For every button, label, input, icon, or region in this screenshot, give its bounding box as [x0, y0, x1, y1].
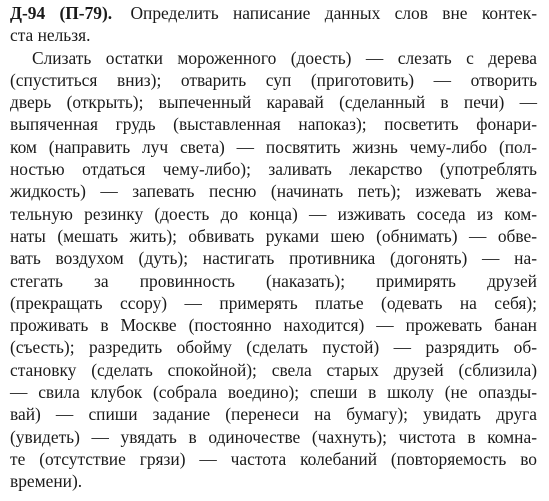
body-line-4: выпяченная грудь (выставленная напоказ); посветить фонари- — [10, 114, 537, 135]
body-line-13: проживать в Москве (постоянно находится) — прожевать банан — [10, 315, 537, 336]
body-line-3: дверь (открыть); выпеченный каравай (сделанный в печи) — — [10, 92, 537, 113]
body-line-9: наты (мешать жить); обвивать руками шею (обнимать) — обве- — [10, 225, 537, 246]
body-line-18: (увидеть) — увядать в одиночестве (чахнуть); чистота в комна- — [10, 426, 537, 447]
body-line-11: стегать за провинность (наказать); примирять друзей — [10, 270, 537, 291]
body-line-16: — свила клубок (собрала воедино); спеши в школу (не опазды- — [10, 382, 537, 403]
body-line-17: вай) — спиши задание (перенеси на бумагу); увидать друга — [10, 404, 537, 425]
body-line-6: ностью отдаться чему-либо); заливать лекарство (употреблять — [10, 159, 537, 180]
body-line-8: тельную резинку (доесть до конца) — изживать соседа из ком- — [10, 203, 537, 224]
body-line-10: вать воздухом (дуть); настигать противника (догонять) — на- — [10, 248, 537, 269]
body-line-12: (прекращать ссору) — примерять платье (одевать на себя); — [10, 292, 537, 313]
body-line-5: ком (направить луч света) — посвятить жизнь чему-либо (пол- — [10, 136, 537, 157]
body-line-1: Слизать остатки мороженного (доесть) — слезать с дерева — [32, 47, 537, 68]
body-line-20: времени). — [10, 471, 83, 492]
task-number: Д-94 (П-79). — [10, 3, 113, 23]
body-line-15: становку (сделать спокойной); свела старых друзей (сблизила) — [10, 359, 537, 380]
body-line-2: (спуститься вниз); отварить суп (приготовить) — отворить — [10, 69, 537, 90]
body-line-19: те (отсутствие грязи) — частота колебаний (повторяемость во — [10, 448, 537, 469]
task-heading-text: Определить написание данных слов вне контек- — [130, 3, 537, 23]
task-heading-line-2: ста нельзя. — [10, 25, 91, 46]
body-line-7: жидкость) — запевать песню (начинать петь); изжевать жева- — [10, 181, 537, 202]
body-line-14: (съесть); разредить обойму (сделать пустой) — разрядить об- — [10, 337, 537, 358]
task-heading-line-1 — [10, 2, 537, 24]
